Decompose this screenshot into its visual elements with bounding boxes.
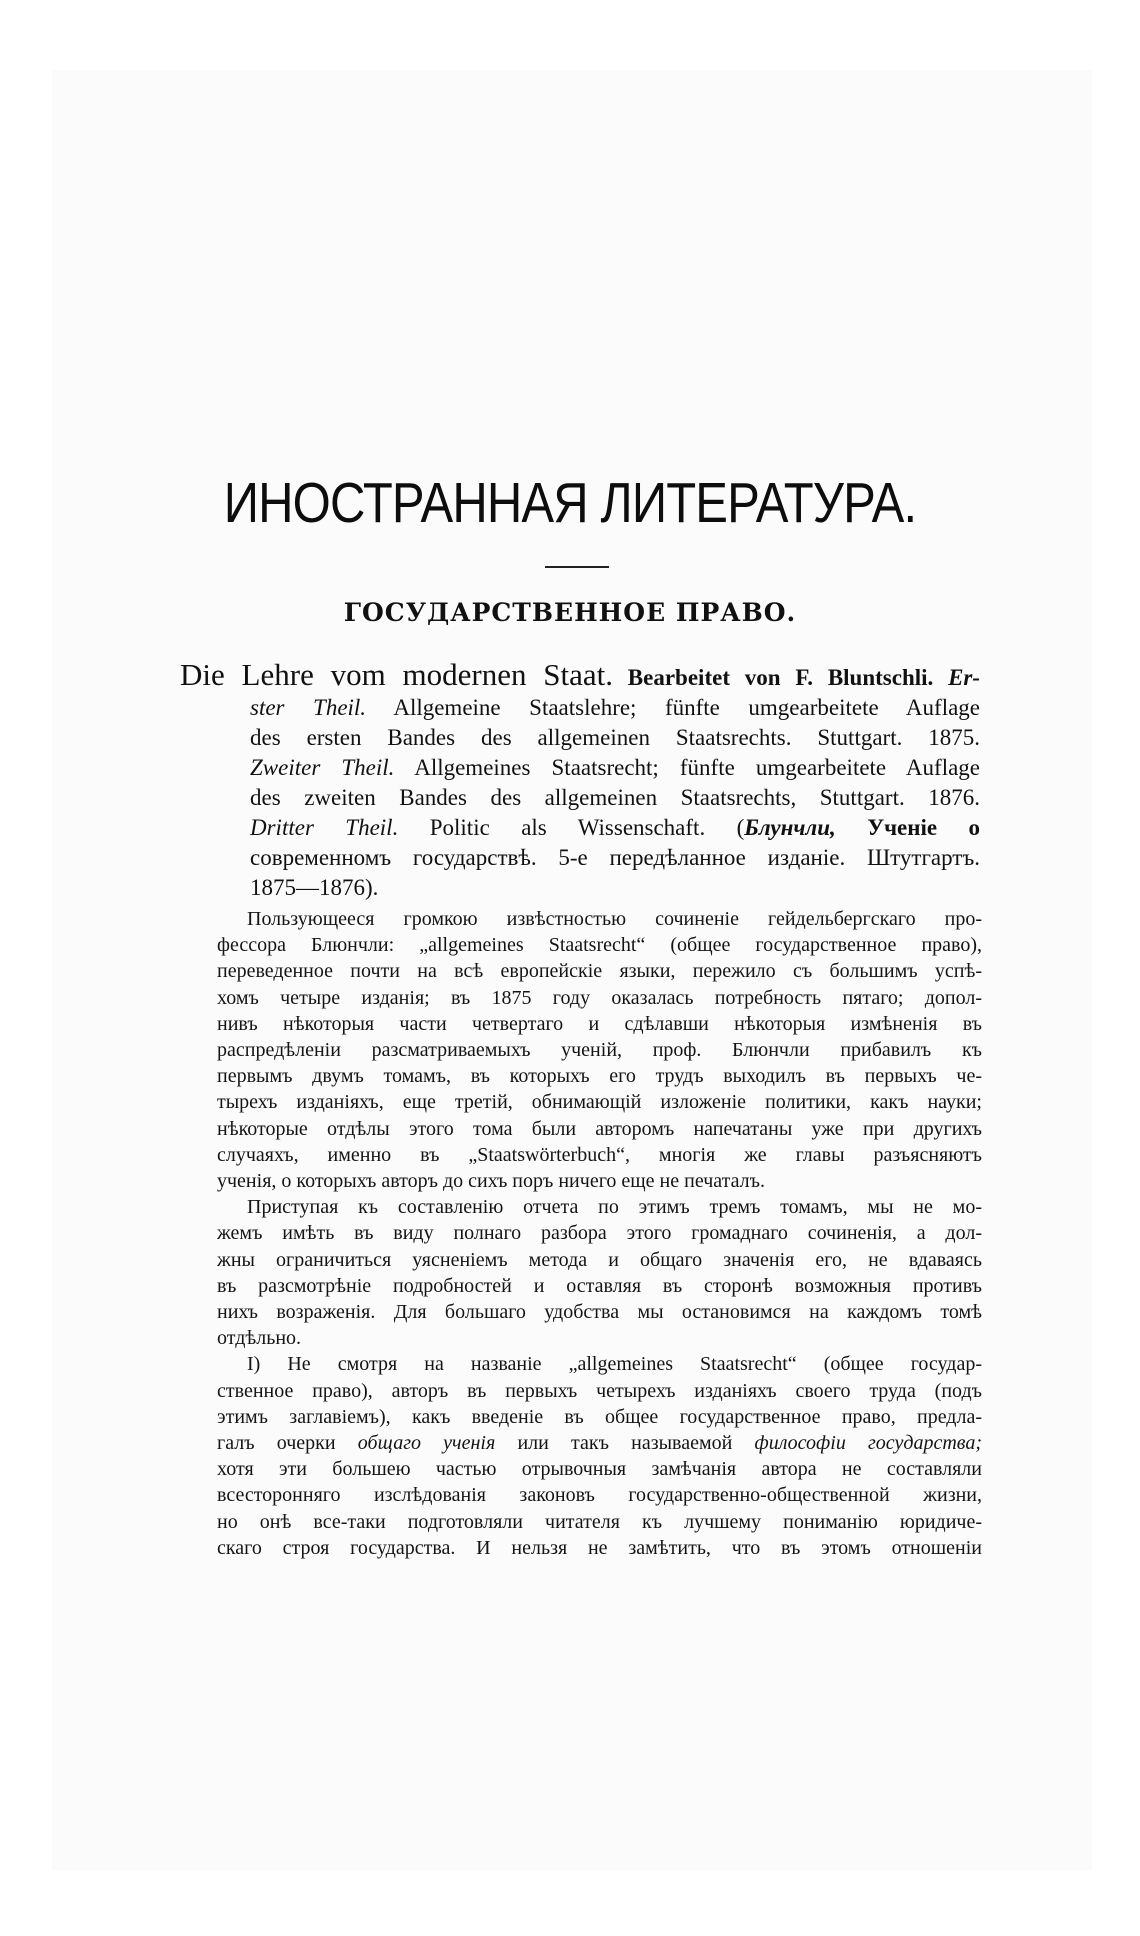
entry-line: 1875—1876). [250, 875, 379, 900]
entry-line: Zweiter Theil. Allgemeines Staatsrecht; fünfte umgearbeitete Auflage [250, 755, 981, 780]
text-line: хотя эти большею частью отрывочныя замѣчанія автора не составляли [217, 1458, 982, 1481]
entry-line: ster Theil. Allgemeine Staatslehre; fünfte umgearbeitete Auflage [250, 695, 981, 720]
text-line: жны ограничиться уясненіемъ метода и общаго значенія его, не вдаваясь [217, 1248, 982, 1271]
text-line: I) Не смотря на названіе „allgemeines Staatsrecht“ (общее государ- [247, 1353, 982, 1376]
text-line: галъ очерки общаго ученія или такъ называемой философіи государства; [217, 1432, 983, 1455]
text-line: нѣкоторые отдѣлы этого тома были авторомъ напечатаны уже при другихъ [217, 1117, 982, 1140]
text-line: случаяхъ, именно въ „Staatswörterbuch“, многія же главы разъясняютъ [217, 1143, 982, 1166]
entry-line: des ersten Bandes des allgemeinen Staatsrechts. Stuttgart. 1875. [250, 725, 980, 750]
text-line: переведенное почти на всѣ европейскіе языки, пережило съ большимъ успѣ- [217, 960, 982, 983]
text-line: первымъ двумъ томамъ, въ которыхъ его трудъ выходилъ въ первыхъ че- [217, 1065, 982, 1088]
text-line: въ разсмотрѣніе подробностей и оставляя въ сторонѣ возможныя противъ [217, 1274, 982, 1297]
text-line: ученія, о которыхъ авторъ до сихъ поръ ничего еще не печаталъ. [217, 1170, 765, 1193]
text-line: скаго строя государства. И нельзя не замѣтить, что въ этомъ отношеніи [217, 1536, 982, 1559]
text-line: жемъ имѣть въ виду полнаго разбора этого громаднаго сочиненія, а дол- [217, 1222, 982, 1245]
page-title: ИНОСТРАННАЯ ЛИТЕРАТУРА. [223, 471, 917, 535]
entry-line: Die Lehre vom modernen Staat. Bearbeitet von F. Bluntschli. Er- [180, 657, 981, 692]
entry-line: современномъ государствѣ. 5-е передѣланное изданіе. Штутгартъ. [250, 845, 980, 870]
bibliographic-entry [180, 657, 981, 903]
text-line: этимъ заглавіемъ), какъ введеніе въ общее государственное право, предла- [217, 1405, 982, 1428]
text-line: всесторонняго изслѣдованія законовъ государственно-общественной жизни, [217, 1484, 982, 1507]
text-line: ственное право), авторъ въ первыхъ четырехъ изданіяхъ своего труда (подъ [217, 1379, 982, 1402]
text-line: нихъ возраженія. Для большаго удобства мы остановимся на каждомъ томѣ [217, 1301, 982, 1324]
entry-line: Dritter Theil. Politic als Wissenschaft. (Блунчли, Ученіе о [250, 815, 981, 840]
title-divider [545, 566, 609, 568]
text-line: Пользующееся громкою извѣстностью сочиненіе гейдельбергскаго про- [247, 908, 982, 930]
text-line: распредѣленіи разсматриваемыхъ ученій, проф. Блюнчли прибавилъ къ [217, 1039, 982, 1062]
text-line: отдѣльно. [217, 1327, 302, 1350]
text-line: Приступая къ составленію отчета по этимъ тремъ томамъ, мы не мо- [247, 1196, 982, 1219]
body-text [217, 906, 982, 1561]
text-line: фессора Блюнчли: „allgemeines Staatsrecht“ (общее государственное право), [217, 934, 982, 957]
section-title: ГОСУДАРСТВЕННОЕ ПРАВО. [343, 598, 797, 627]
text-line: но онѣ все-таки подготовляли читателя къ лучшему пониманію юридиче- [217, 1510, 982, 1533]
text-line: тырехъ изданіяхъ, еще третій, обнимающій изложеніе политики, какъ науки; [217, 1091, 982, 1114]
entry-line: des zweiten Bandes des allgemeinen Staatsrechts, Stuttgart. 1876. [250, 785, 980, 810]
text-line: нивъ нѣкоторыя части четвертаго и сдѣлавши нѣкоторыя измѣненія въ [217, 1012, 982, 1035]
text-line: хомъ четыре изданія; въ 1875 году оказалась потребность пятаго; допол- [217, 986, 982, 1009]
